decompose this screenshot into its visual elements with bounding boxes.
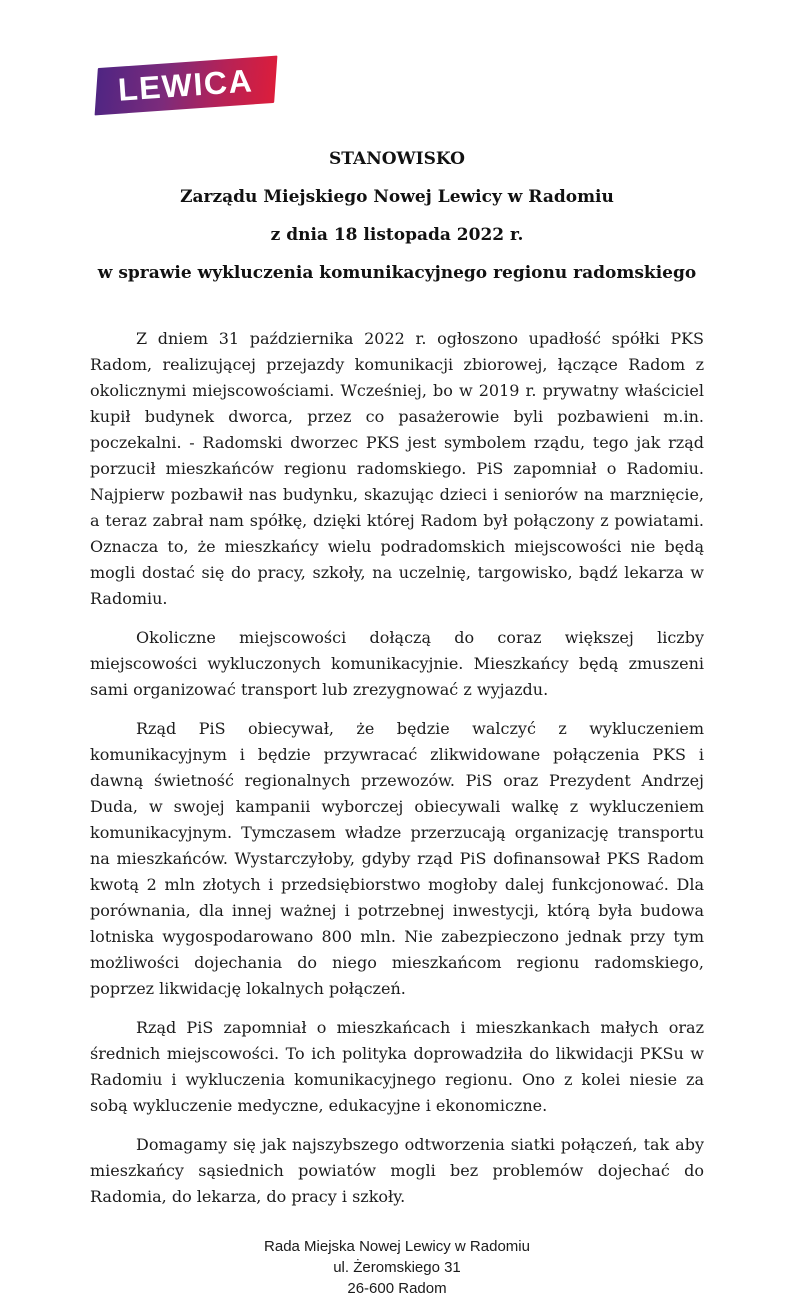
paragraph-2: Okoliczne miejscowości dołączą do coraz większej liczby miejscowości wykluczonych komunikacyjnie. Mieszkańcy będą zmuszeni sami organizować transport lub zrezygnować z wyjazdu. [90, 628, 704, 699]
paragraph-3: Rząd PiS obiecywał, że będzie walczyć z wykluczeniem komunikacyjnym i będzie przywracać zlikwidowane połączenia PKS i dawną świetność regionalnych przewozów. PiS oraz Prezydent Andrzej Duda, w swojej kampanii wyborczej obiecywali walkę z wykluczeniem komunikacyjnym. Tymczasem władze przerzucają organizację transportu na mieszkańców. Wystarczyłoby, gdyby rząd PiS dofinansował PKS Radom kwotą 2 mln złotych i przedsiębiorstwo mogłoby dalej funkcjonować. Dla porównania, dla innej ważnej i potrzebnej inwestycji, którą była budowa lotniska wygospodarowano 800 mln. Nie zabezpieczono jednak przy tym możliwości dojechania do niego mieszkańcom regionu radomskiego, poprzez likwidację lokalnych połączeń. [90, 719, 704, 998]
logo-area [90, 0, 704, 122]
lewica-logo-text: LEWICA [117, 61, 255, 108]
document-subtitle-issuer: Zarządu Miejskiego Nowej Lewicy w Radomiu [180, 187, 614, 207]
paragraph-1: Z dniem 31 października 2022 r. ogłoszono upadłość spółki PKS Radom, realizującej przejazdy komunikacji zbiorowej, łączące Radom z okolicznymi miejscowościami. Wcześniej, bo w 2019 r. prywatny właściciel kupił budynek dworca, przez co pasażerowie byli pozbawieni m.in. poczekalni. - Radomski dworzec PKS jest symbolem rządu, tego jak rząd porzucił mieszkańców regionu radomskiego. PiS zapomniał o Radomiu. Najpierw pozbawił nas budynku, skazując dzieci i seniorów na marznięcie, a teraz zabrał nam spółkę, dzięki której Radom był połączony z powiatami. Oznacza to, że mieszkańcy wielu podradomskich miejscowości nie będą mogli dostać się do pracy, szkoły, na uczelnię, targowisko, bądź lekarza w Radomiu. [90, 329, 704, 608]
footer-address [90, 1236, 704, 1299]
document-body [90, 326, 704, 1210]
paragraph-5: Domagamy się jak najszybszego odtworzenia siatki połączeń, tak aby mieszkańcy sąsiednich powiatów mogli bez problemów dojechać do Radomia, do lekarza, do pracy i szkoły. [90, 1135, 704, 1206]
document-date-line: z dnia 18 listopada 2022 r. [270, 225, 524, 245]
footer-postal-city: 26-600 Radom [347, 1280, 447, 1297]
paragraph-4: Rząd PiS zapomniał o mieszkańcach i mieszkankach małych oraz średnich miejscowości. To ich polityka doprowadziła do likwidacji PKSu w Radomiu i wykluczenia komunikacyjnego regionu. Ono z kolei niesie za sobą wykluczenie medyczne, edukacyjne i ekonomiczne. [90, 1018, 704, 1115]
footer-org-name: Rada Miejska Nowej Lewicy w Radomiu [264, 1238, 530, 1255]
document-title: STANOWISKO [329, 149, 465, 169]
document-subject-line: w sprawie wykluczenia komunikacyjnego regionu radomskiego [97, 263, 697, 283]
title-block [90, 150, 704, 282]
footer-street: ul. Żeromskiego 31 [333, 1259, 461, 1276]
lewica-logo [95, 56, 278, 116]
